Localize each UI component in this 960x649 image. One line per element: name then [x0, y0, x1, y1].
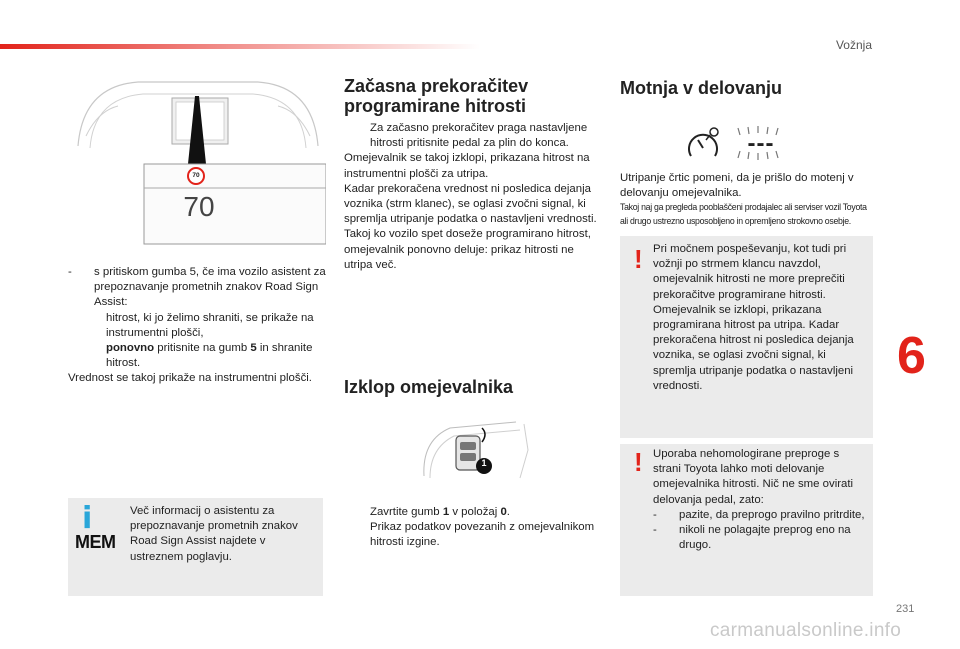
switch-off-pre: Zavrtite gumb [370, 506, 443, 518]
col1-text [68, 265, 326, 387]
road-sign-text: s pritiskom gumba 5, če ima vozilo asistent za prepoznavanje prometnih znakov Road Sign Assist: [94, 266, 326, 309]
display-speed-value: 70 [183, 191, 215, 222]
floor-mat-item-2 [653, 523, 865, 553]
overspeed-text [344, 121, 602, 273]
warning-acceleration-text: Pri močnem pospeševanju, kot tudi pri vožnji po strmem klancu navzdol, omejevalnik hitrosti ne more preprečiti prekoračitve programirane hitrosti. Omejevalnik se izklopi, prikazana programirana hitrost pa utripa. Kadar prekoračena hitrost ni posledica dejanja voznika, se oglasi zvočni signal, ki spremlja utripanje podatka o nastavljeni vrednosti. [653, 243, 854, 392]
switch-off-result: Prikaz podatkov povezanih z omejevalnikom hitrosti izgine. [370, 521, 595, 549]
info-box [68, 498, 323, 596]
section-title-malfunction: Motnja v delovanju [620, 78, 783, 98]
floor-mat-item-2-text: nikoli ne polagajte preprog eno na drugo. [679, 524, 851, 552]
watermark: carmanualsonline.info [710, 620, 902, 641]
switch-callout-number: 1 [481, 458, 487, 468]
switch-off-mid: v položaj [449, 506, 501, 518]
floor-mat-item-1-text: pazite, da preprogo pravilno pritrdite, [679, 508, 865, 521]
speed-sign-value: 70 [192, 172, 200, 179]
section-title-switch-off: Izklop omejevalnika [344, 377, 514, 397]
warning-box-floor-mat [620, 444, 873, 596]
steering-switch-illustration [420, 420, 532, 482]
dash-marker: - [653, 508, 657, 521]
sub-item-2-pre: pritisnite na gumb [154, 342, 251, 355]
malfunction-para: Utripanje črtic pomeni, da je prišlo do motenj v delovanju omejevalnika. [620, 172, 854, 200]
overspeed-para-3: Takoj ko vozilo spet doseže programirano hitrost, omejevalnik ponovno deluje: prikaz hitrosti ne utripa več. [344, 228, 591, 271]
malfunction-text [620, 171, 875, 228]
knob-number: 1 [442, 506, 450, 518]
info-text: Več informacij o asistentu za prepoznavanje prometnih znakov Road Sign Assist najdete v ustreznem poglavju. [130, 505, 298, 563]
chapter-number: 6 [897, 327, 926, 385]
sub-item-2-post: in shranite hitrost. [106, 342, 313, 370]
warning-floor-mat-text [653, 447, 865, 553]
header-accent-bar [0, 44, 480, 49]
switch-off-bullet [344, 505, 602, 551]
warning-icon: ! [634, 244, 643, 274]
sub-item-2-text [106, 341, 326, 371]
floor-mat-item-1 [653, 508, 865, 523]
overspeed-para-2: Kadar prekoračena vrednost ni posledica dejanja voznika (strm klanec), se oglasi zvočni signal, ki spremlja utripanje podatka o nastavljeni vrednosti. [344, 182, 597, 226]
section-label: Vožnja [835, 38, 872, 52]
display-note: Vrednost se takoj prikaže na instrumentni plošči. [68, 372, 312, 385]
warning-box-acceleration [620, 236, 873, 438]
dashes-display: --- [747, 130, 775, 157]
warning-icon: ! [634, 447, 643, 477]
overspeed-bullet [344, 121, 602, 151]
overspeed-bullet-text: Za začasno prekoračitev praga nastavljene hitrosti pritisnite pedal za plin do konca. [370, 122, 588, 150]
overspeed-para-1: Omejevalnik se takoj izklopi, prikazana hitrost na instrumentni plošči za utripa. [344, 152, 590, 180]
limiter-gauge-icon [688, 126, 722, 162]
switch-off-text [344, 505, 602, 551]
info-icon: i [82, 501, 93, 536]
emphasis-text: ponovno [106, 342, 155, 355]
road-sign-item [68, 265, 326, 371]
sub-item-1-text: hitrost, ki jo želimo shraniti, se prikaže na instrumentni plošči, [106, 311, 314, 339]
dash-marker: - [653, 524, 657, 537]
dash-marker: - [68, 266, 72, 278]
button-number: 5 [250, 342, 257, 355]
dealer-check-text: Takoj naj ga pregleda pooblaščeni prodajalec ali serviser vozil Toyota ali drugo ustrezno usposobljeno in opremljeno strokovno osebje. [620, 202, 867, 226]
floor-mat-intro: Uporaba nehomologirane preproge s strani Toyota lahko moti delovanje omejevalnika hitrosti. Nič ne sme ovirati delovanja pedal, zato: [653, 448, 854, 506]
position-number: 0 [500, 506, 507, 518]
switch-off-instruction [370, 505, 602, 520]
mem-icon: MEM [75, 532, 116, 552]
page-number: 231 [896, 603, 915, 615]
section-title-overspeed: Začasna prekoračitev programirane hitrosti [344, 76, 529, 116]
sub-item-2 [94, 341, 326, 371]
sub-item-1 [94, 311, 326, 341]
switch-off-post: . [506, 506, 510, 518]
